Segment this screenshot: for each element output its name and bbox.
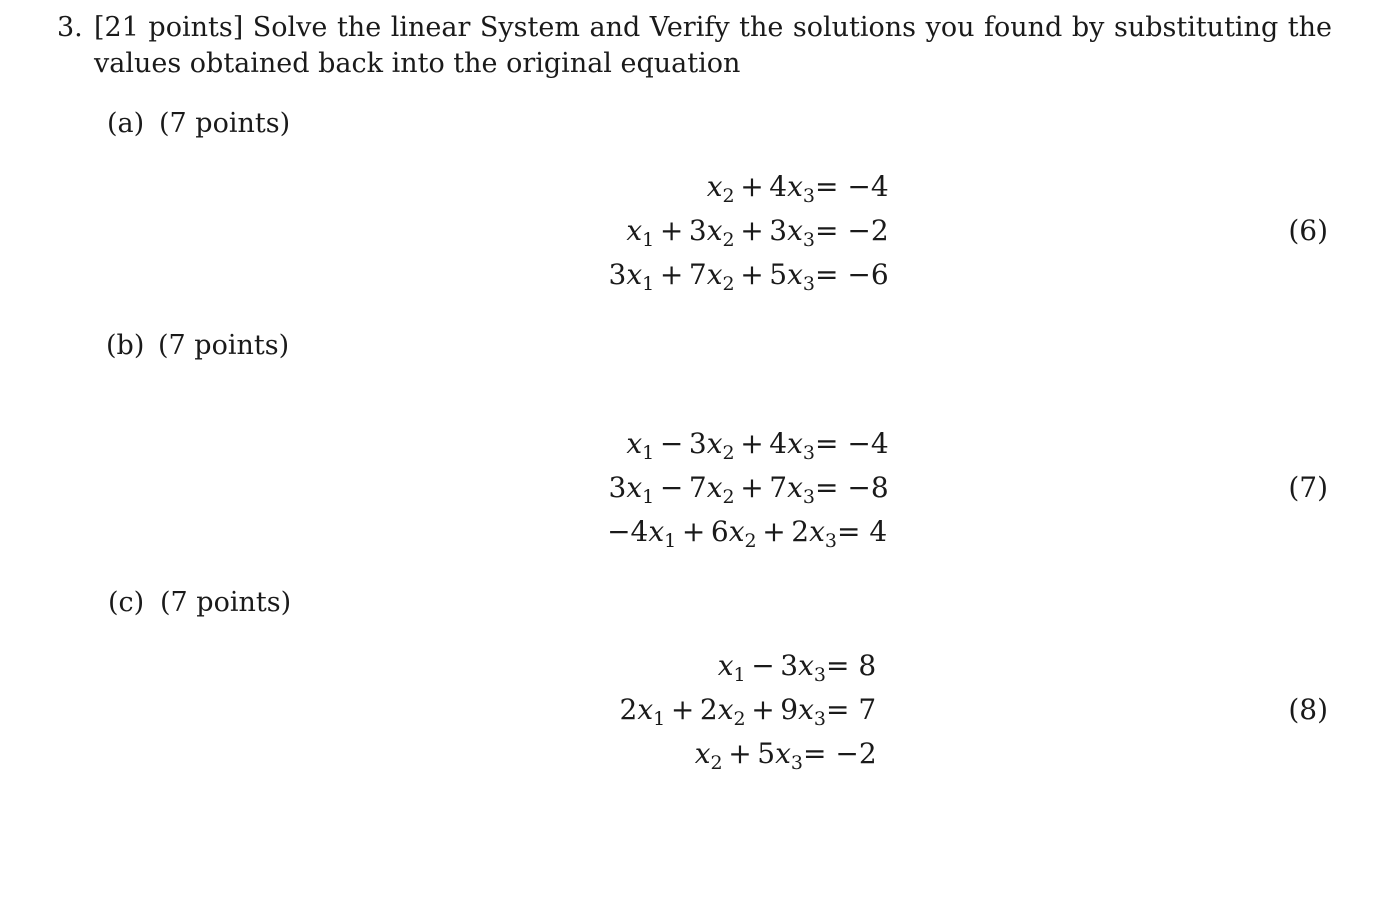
equation-rhs: = 7 — [826, 693, 877, 726]
problem-number: 3. — [57, 12, 83, 43]
equation-lhs: $x_1 - 3x_2 + 4x_3$ — [626, 427, 815, 464]
equation-lhs: $2x_1 + 2x_2 + 9x_3$ — [619, 693, 826, 730]
problem-text: [21 points] Solve the linear System and Verify the solutions you found by substituting the values obtained back into the original equation — [94, 12, 1332, 79]
equation-lhs: $x_1 - 3x_3$ — [717, 649, 826, 686]
part-b-equation-3-rhs — [837, 512, 957, 552]
part-b-points: (7 points) — [158, 330, 290, 361]
part-c-equation-3-rhs — [803, 734, 923, 774]
part-a-equation-3-rhs — [815, 255, 935, 295]
part-a-equation-2 — [0, 211, 815, 251]
part-c-equation-2-rhs — [826, 690, 926, 730]
part-c-points: (7 points) — [160, 587, 292, 618]
part-c-letter: (c) — [108, 587, 145, 618]
part-a-points: (7 points) — [159, 108, 291, 139]
part-a-equation-1-rhs — [815, 167, 935, 207]
part-b-letter: (b) — [106, 330, 145, 361]
part-b-equation-2 — [0, 468, 815, 508]
part-a-letter: (a) — [107, 108, 145, 139]
equation-lhs: $3x_1 + 7x_2 + 5x_3$ — [608, 258, 815, 295]
equation-rhs: = −6 — [815, 258, 889, 291]
equation-number-7: (7) — [1288, 471, 1328, 504]
equation-lhs: $-4x_1 + 6x_2 + 2x_3$ — [607, 515, 837, 552]
part-c-equation-1-rhs — [826, 646, 926, 686]
equation-rhs: = −4 — [815, 170, 889, 203]
part-a-label — [107, 106, 290, 142]
equation-rhs: = −4 — [815, 427, 889, 460]
part-c-equation-2 — [0, 690, 826, 730]
part-b-equation-2-rhs — [815, 468, 935, 508]
part-b-equation-1-rhs — [815, 424, 935, 464]
equation-lhs: $3x_1 - 7x_2 + 7x_3$ — [608, 471, 815, 508]
part-b-equation-1 — [0, 424, 815, 464]
equation-rhs: = 4 — [837, 515, 888, 548]
equation-lhs: $x_1 + 3x_2 + 3x_3$ — [626, 214, 815, 251]
part-a-equation-3 — [0, 255, 815, 295]
part-b-label — [106, 328, 289, 364]
equation-lhs: $x_2 + 5x_3$ — [694, 737, 803, 774]
equation-rhs: = −8 — [815, 471, 889, 504]
part-c-equation-1 — [0, 646, 826, 686]
part-a-equation-2-rhs — [815, 211, 935, 251]
part-b-equation-3 — [0, 512, 837, 552]
equation-rhs: = −2 — [815, 214, 889, 247]
part-c-equation-3 — [0, 734, 803, 774]
equation-rhs: = −2 — [803, 737, 877, 770]
equation-number-8: (8) — [1288, 693, 1328, 726]
equation-lhs: $x_2 + 4x_3$ — [706, 170, 815, 207]
part-a-equation-1 — [0, 167, 815, 207]
equation-number-6: (6) — [1288, 214, 1328, 247]
part-c-label — [108, 585, 291, 621]
equation-rhs: = 8 — [826, 649, 877, 682]
